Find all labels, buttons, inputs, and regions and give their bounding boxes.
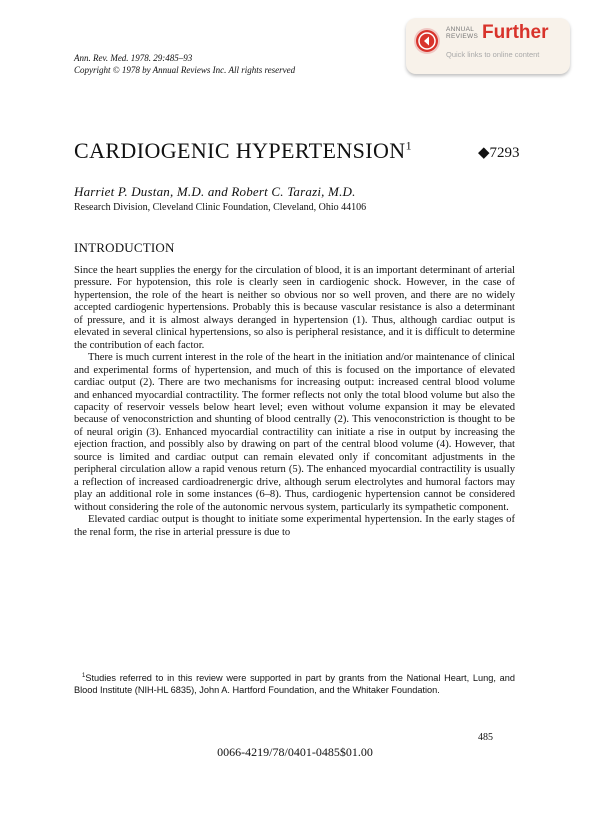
badge-subtitle: Quick links to online content — [446, 50, 540, 59]
section-heading: INTRODUCTION — [74, 240, 175, 255]
article-body — [74, 265, 515, 539]
article-authors: Harriet P. Dustan, M.D. and Robert C. Tarazi, M.D. — [74, 184, 356, 199]
journal-citation — [74, 52, 295, 76]
copyright-line: Copyright © 1978 by Annual Reviews Inc. All rights reserved — [74, 65, 296, 75]
play-back-arrow-icon — [416, 30, 438, 52]
article-code: ◆7293 — [478, 145, 520, 161]
footnote-mark: 1 — [82, 673, 86, 679]
article-affiliation: Research Division, Cleveland Clinic Foundation, Cleveland, Ohio 44106 — [74, 202, 367, 213]
body-paragraph: Elevated cardiac output is thought to initiate some experimental hypertension. In the early stages of the renal form, the rise in arterial pressure is due to — [74, 514, 515, 538]
badge-annual-reviews-label: ANNUAL REVIEWS — [446, 26, 479, 40]
footnote-text: Studies referred to in this review were supported in part by grants from the National Heart, Lung, and Blood Institute (NIH-HL 6835), John A. Hartford Foundation, and the Whitaker Foundation. — [74, 673, 515, 695]
title-footnote-mark: 1 — [405, 138, 412, 153]
body-paragraph: There is much current interest in the role of the heart in the initiation and/or maintenance of clinical and experimental forms of hypertension, and much of this is focused on the importance of elevated cardiac output (2). There are two mechanisms for increasing output: increased central blood volume and enhanced myocardial contractility. The former reflects not only the total blood volume but also the capacity of reservoir vessels below heart level; even without volume expansion it may be elevated because of venoconstriction and shunting of blood centrally (2). This venoconstriction is thought to be of neural origin (3). Enhanced myocardial contractility can initiate a rise in output by increasing the ejection fraction, and possibly also by drawing on part of the central blood volume (4). However, that source is limited and cardiac output can remain elevated only if concomitant adjustments in the peripheral circulation allow a rapid venous return (5). The enhanced myocardial contractility is usually a reflection of increased cardioadrenergic drive, although serum electrolytes and humoral factors may play an additional role in some instances (6–8). Thus, cardiogenic hypertension cannot be considered without considering the role of the autonomic nervous system, particularly its sympathetic component. — [74, 352, 515, 513]
badge-further-label: Further — [482, 22, 549, 43]
article-title: CARDIOGENIC HYPERTENSION$^1$ — [74, 138, 412, 163]
annual-reviews-further-badge[interactable] — [406, 18, 570, 74]
body-paragraph: Since the heart supplies the energy for the circulation of blood, it is an important determinant of arterial pressure. For hypotension, this role is clearly seen in cardiogenic shock. However, in the case of hypertension, the role of the heart is neither so obvious nor so well proven, and there are no widely accepted cardiogenic hypertensions. Probably this is because vascular resistance is also a determinant of pressure, and it is almost always deranged in hypertension (1). Thus, although cardiac output is elevated in several clinical hypertensions, so also is peripheral resistance, and it is difficult to determine the contribution of each factor. — [74, 265, 515, 351]
footnote — [74, 671, 515, 696]
page-number: 485 — [478, 732, 493, 743]
issn-line: 0066-4219/78/0401-0485$01.00 — [217, 745, 373, 759]
journal-line: Ann. Rev. Med. 1978. 29:485–93 — [74, 53, 193, 63]
